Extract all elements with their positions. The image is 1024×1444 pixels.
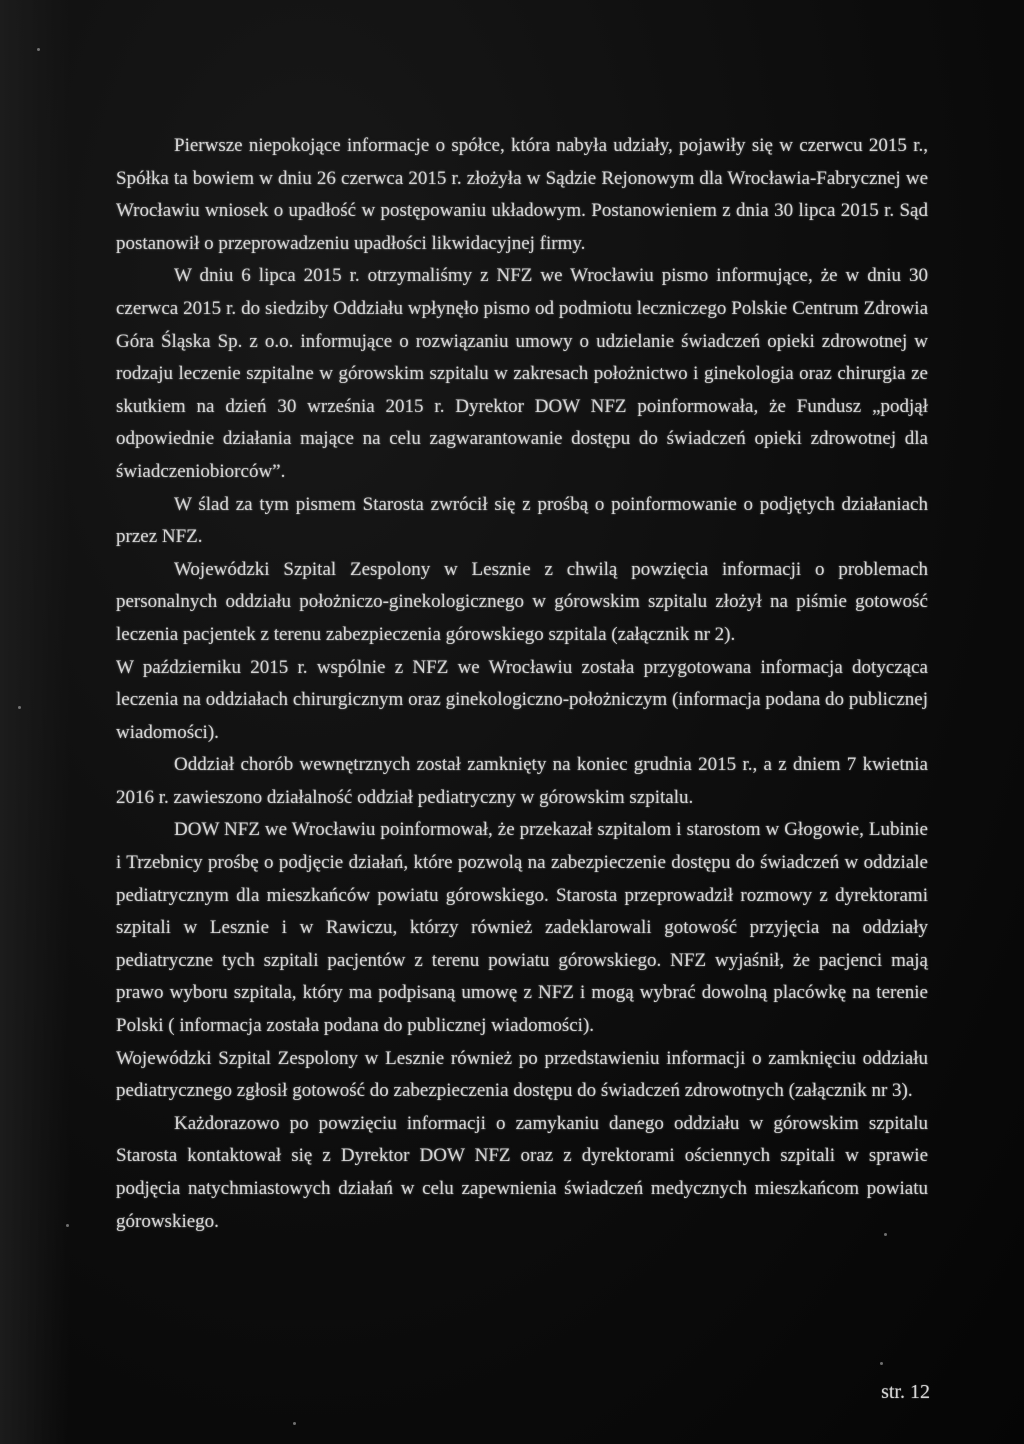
document-body	[116, 130, 928, 1238]
paragraph-7: DOW NFZ we Wrocławiu poinformował, że przekazał szpitalom i starostom w Głogowie, Lubinie i Trzebnicy prośbę o podjęcie działań, które pozwolą na zabezpieczenie dostępu do świadczeń w oddziale pediatrycznym dla mieszkańców powiatu górowskiego. Starosta przeprowadził rozmowy z dyrektorami szpitali w Lesznie i w Rawiczu, którzy również zadeklarowali gotowość przyjęcia na oddziały pediatryczne tych szpitali pacjentów z terenu powiatu górowskiego. NFZ wyjaśnił, że pacjenci mają prawo wyboru szpitala, który ma podpisaną umowę z NFZ i mogą wybrać dowolną placówkę na terenie Polski ( informacja została podana do publicznej wiadomości).	[116, 819, 928, 1037]
paragraph-9: Każdorazowo po powzięciu informacji o zamykaniu danego oddziału w górowskim szpitalu Starosta kontaktował się z Dyrektor DOW NFZ oraz z dyrektorami ościennych szpitali w sprawie podjęcia natychmiastowych działań w celu zapewnienia świadczeń medycznych mieszkańcom powiatu górowskiego.	[116, 1112, 928, 1232]
scan-speck	[66, 1224, 69, 1227]
paragraph-2: W dniu 6 lipca 2015 r. otrzymaliśmy z NFZ we Wrocławiu pismo informujące, że w dniu 30 czerwca 2015 r. do siedziby Oddziału wpłynęło pismo od podmiotu leczniczego Polskie Centrum Zdrowia Góra Śląska Sp. z o.o. informujące o rozwiązaniu umowy o udzielanie świadczeń opieki zdrowotnej w rodzaju leczenie szpitalne w górowskim szpitalu w zakresach położnictwo i ginekologia oraz chirurgia ze skutkiem na dzień 30 września 2015 r. Dyrektor DOW NFZ poinformowała, że Fundusz „podjął odpowiednie działania mające na celu zagwarantowanie dostępu do świadczeń opieki zdrowotnej dla świadczeniobiorców”.	[116, 265, 928, 482]
paragraph-3: W ślad za tym pismem Starosta zwrócił się z prośbą o poinformowanie o podjętych działaniach przez NFZ.	[116, 493, 928, 548]
scan-speck	[18, 706, 21, 709]
paragraph-6: Oddział chorób wewnętrznych został zamknięty na koniec grudnia 2015 r., a z dniem 7 kwietnia 2016 r. zawieszono działalność oddział pediatryczny w górowskim szpitalu.	[116, 754, 928, 808]
scan-speck	[884, 1233, 887, 1236]
scan-speck	[880, 1362, 883, 1365]
paragraph-4: Wojewódzki Szpital Zespolony w Lesznie z chwilą powzięcia informacji o problemach personalnych oddziału położniczo-ginekologicznego w górowskim szpitalu złożył na piśmie gotowość leczenia pacjentek z terenu zabezpieczenia górowskiego szpitala (załącznik nr 2).	[116, 558, 928, 645]
page-number: str. 12	[881, 1381, 930, 1403]
paragraph-5: W październiku 2015 r. wspólnie z NFZ we Wrocławiu została przygotowana informacja dotycząca leczenia na oddziałach chirurgicznym oraz ginekologiczno-położniczym (informacja podana do publicznej wiadomości).	[116, 656, 928, 743]
paragraph-8: Wojewódzki Szpital Zespolony w Lesznie również po przedstawieniu informacji o zamknięciu oddziału pediatrycznego zgłosił gotowość do zabezpieczenia dostępu do świadczeń zdrowotnych (załącznik nr 3).	[116, 1047, 928, 1102]
scan-speck	[37, 48, 40, 51]
paragraph-1: Pierwsze niepokojące informacje o spółce, która nabyła udziały, pojawiły się w czerwcu 2015 r., Spółka ta bowiem w dniu 26 czerwca 2015 r. złożyła w Sądzie Rejonowym dla Wrocławia-Fabrycznej we Wrocławiu wniosek o upadłość w postępowaniu układowym. Postanowieniem z dnia 30 lipca 2015 r. Sąd postanowił o przeprowadzeniu upadłości likwidacyjnej firmy.	[116, 135, 928, 254]
scan-speck	[293, 1422, 296, 1425]
scan-edge-shadow	[0, 0, 70, 1444]
